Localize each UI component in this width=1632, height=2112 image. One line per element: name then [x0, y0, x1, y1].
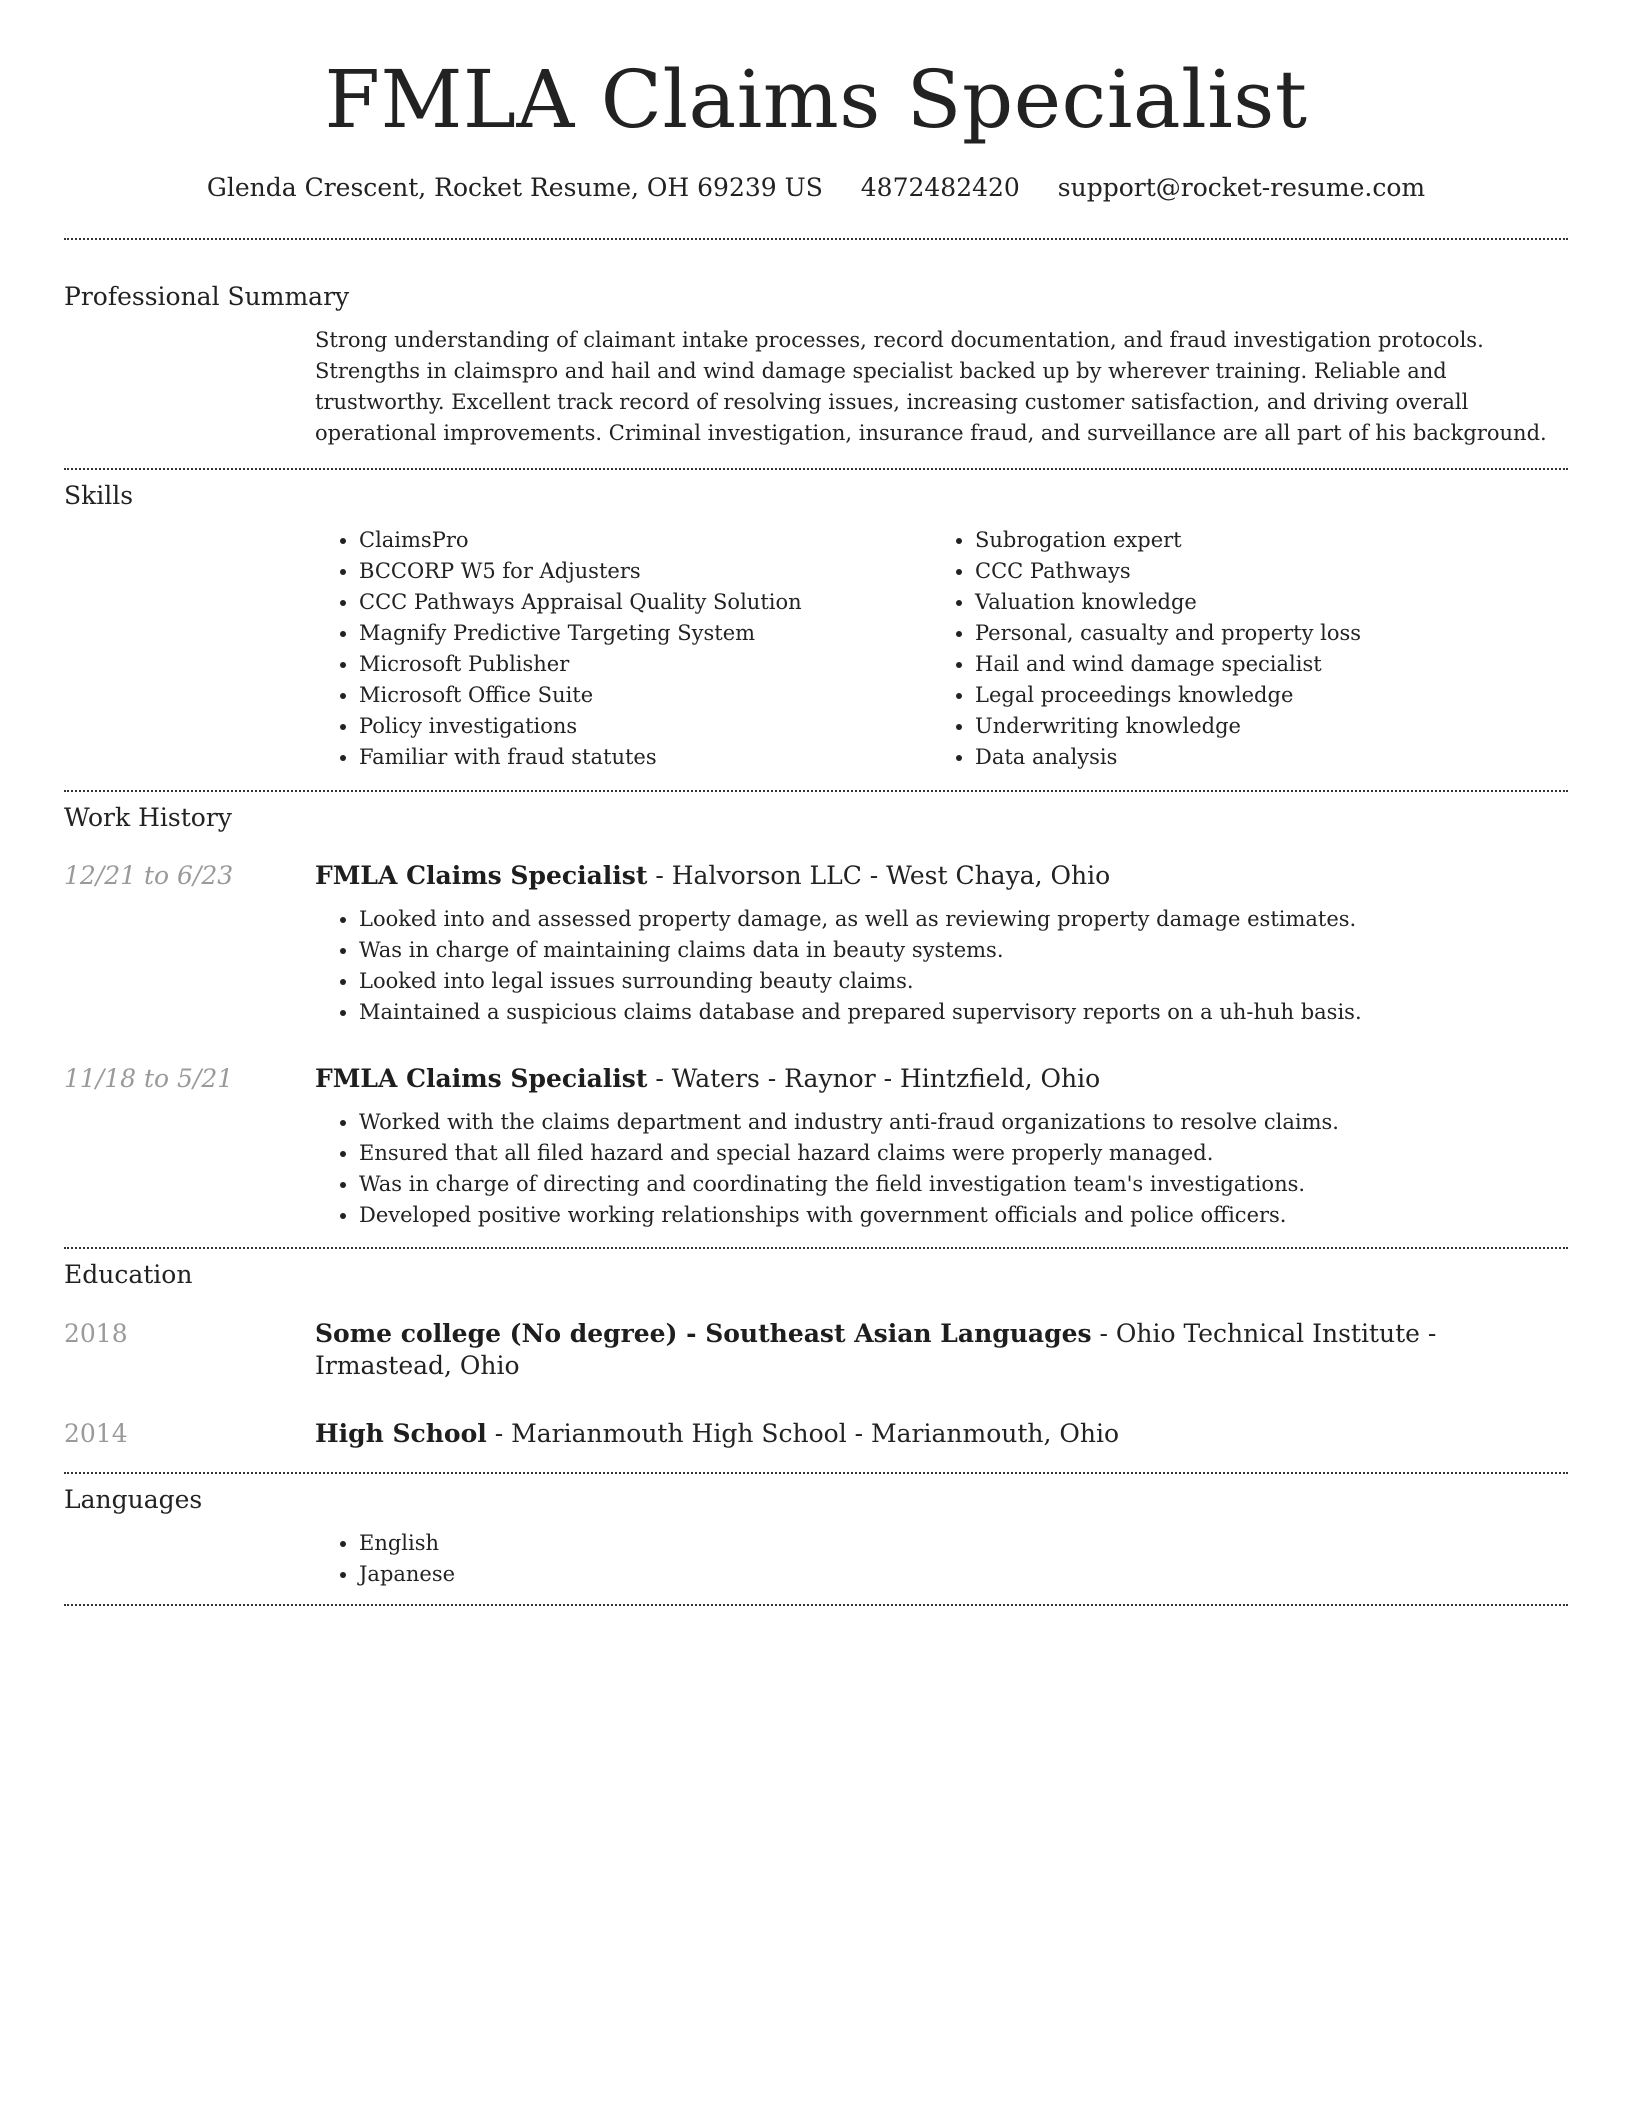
education-degree: High School: [315, 1419, 487, 1448]
list-item: • Familiar with fraud statutes: [359, 742, 931, 773]
work-section: [64, 792, 1568, 1231]
list-item: • Personal, casualty and property loss: [975, 618, 1547, 649]
list-item: • Was in charge of maintaining claims data in beauty systems.: [359, 935, 1568, 966]
job-title-line: [315, 860, 1110, 892]
job-entry: [64, 860, 1568, 1028]
education-year: 2014: [64, 1419, 128, 1448]
skills-column-left: [315, 525, 931, 773]
list-item: • Ensured that all filed hazard and special hazard claims were properly managed.: [359, 1138, 1568, 1169]
skills-list-left: [315, 525, 931, 773]
skills-column-right: [931, 525, 1547, 773]
resume-name: FMLA Claims Specialist: [324, 53, 1308, 146]
skills-content: [315, 525, 1568, 773]
job-dates: 11/18 to 5/21: [64, 1064, 234, 1093]
divider: [64, 1604, 1568, 1606]
job-role: FMLA Claims Specialist: [315, 861, 648, 890]
list-item: • Legal proceedings knowledge: [975, 680, 1547, 711]
education-school: - Ohio Technical Institute - Irmastead, Ohio: [315, 1319, 1437, 1380]
education-title: Education: [64, 1260, 193, 1289]
skills-list-right: [931, 525, 1547, 773]
list-item: • Data analysis: [975, 742, 1547, 773]
education-entry: [64, 1418, 1568, 1450]
list-item: • Japanese: [359, 1559, 1568, 1590]
job-dates: 12/21 to 6/23: [64, 861, 234, 890]
job-role: FMLA Claims Specialist: [315, 1064, 648, 1093]
list-item: • Valuation knowledge: [975, 587, 1547, 618]
education-line: [315, 1418, 1119, 1450]
list-item: • Developed positive working relationships with government officials and police officers.: [359, 1200, 1568, 1231]
languages-list: [315, 1528, 1568, 1590]
education-section: [64, 1249, 1568, 1450]
education-entry: [64, 1318, 1568, 1382]
contact-phone: 4872482420: [860, 173, 1020, 202]
job-employer: - Halvorson LLC - West Chaya, Ohio: [647, 861, 1111, 890]
languages-title: Languages: [64, 1485, 203, 1514]
education-school: - Marianmouth High School - Marianmouth, Ohio: [486, 1419, 1120, 1448]
list-item: • Magnify Predictive Targeting System: [359, 618, 931, 649]
list-item: • CCC Pathways: [975, 556, 1547, 587]
summary-text: Strong understanding of claimant intake processes, record documentation, and fraud investigation protocols. Strengths in claimspro and hail and wind damage specialist backed up by wherever training. Reliable and trustworthy. Excellent track record of resolving issues, increasing customer satisfaction, and driving overall operational improvements. Criminal investigation, insurance fraud, and surveillance are all part of his background.: [315, 328, 1547, 445]
skills-section: [64, 470, 1568, 773]
contact-email: support@rocket-resume.com: [1057, 173, 1426, 202]
summary-title: Professional Summary: [64, 282, 350, 311]
list-item: • Worked with the claims department and industry anti-fraud organizations to resolve claims.: [359, 1107, 1568, 1138]
list-item: • Hail and wind damage specialist: [975, 649, 1547, 680]
job-header: [64, 1063, 1568, 1095]
education-line: [315, 1318, 1568, 1382]
list-item: • ClaimsPro: [359, 525, 931, 556]
job-entry: [64, 1063, 1568, 1231]
list-item: • Microsoft Office Suite: [359, 680, 931, 711]
list-item: • Was in charge of directing and coordinating the field investigation team's investigations.: [359, 1169, 1568, 1200]
summary-content: [315, 325, 1568, 449]
languages-content: [315, 1528, 1568, 1590]
list-item: • Looked into legal issues surrounding beauty claims.: [359, 966, 1568, 997]
education-degree: Some college (No degree) - Southeast Asian Languages: [315, 1319, 1092, 1348]
list-item: • Microsoft Publisher: [359, 649, 931, 680]
list-item: • Looked into and assessed property damage, as well as reviewing property damage estimates.: [359, 904, 1568, 935]
list-item: • Underwriting knowledge: [975, 711, 1547, 742]
job-bullets: [315, 1107, 1568, 1231]
list-item: • CCC Pathways Appraisal Quality Solution: [359, 587, 931, 618]
list-item: • BCCORP W5 for Adjusters: [359, 556, 931, 587]
list-item: • Maintained a suspicious claims database and prepared supervisory reports on a uh-huh basis.: [359, 997, 1568, 1028]
languages-section: [64, 1474, 1568, 1590]
summary-section: [64, 240, 1568, 449]
list-item: • Subrogation expert: [975, 525, 1547, 556]
job-bullets: [315, 904, 1568, 1028]
list-item: • English: [359, 1528, 1568, 1559]
contact-address: Glenda Crescent, Rocket Resume, OH 69239 US: [206, 173, 823, 202]
job-employer: - Waters - Raynor - Hintzfield, Ohio: [647, 1064, 1101, 1093]
list-item: • Policy investigations: [359, 711, 931, 742]
contact-line: [64, 172, 1568, 204]
job-title-line: [315, 1063, 1100, 1095]
skills-title: Skills: [64, 481, 134, 510]
education-year: 2018: [64, 1319, 128, 1348]
work-title: Work History: [64, 803, 232, 832]
job-header: [64, 860, 1568, 892]
